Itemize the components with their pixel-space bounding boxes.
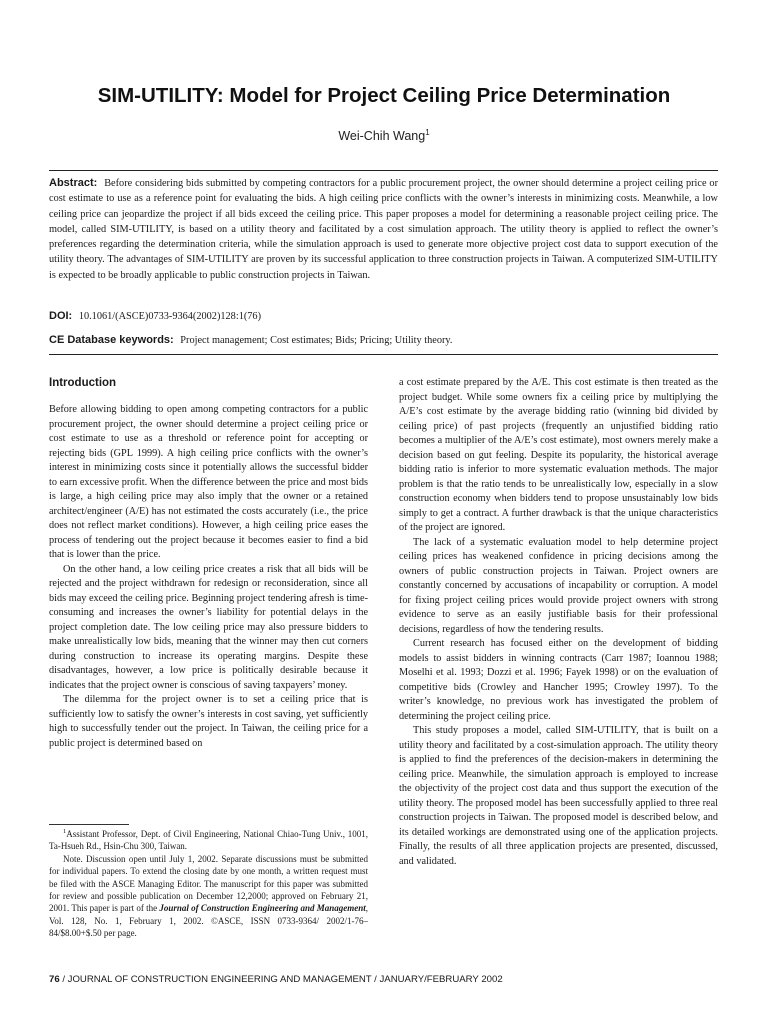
author-name: Wei-Chih Wang	[338, 129, 426, 144]
footnote-rule	[49, 824, 129, 825]
keywords-value: Project management; Cost estimates; Bids; Pricing; Utility theory.	[180, 335, 453, 346]
intro-paragraph-6: Current research has focused either on the development of bidding models to assist bidders in winning contracts (Carr 1987; Ioannou 1988; Moselhi et al. 1993; Dozzi et al. 1996; Fayek 1998) or on the evaluation of competitive bids (Crowley and Hancher 1995; Crowley 1997). To the writer’s knowledge, no previous work has investigated the problem of determining the project ceiling price.	[399, 638, 718, 722]
keywords-label: CE Database keywords:	[49, 334, 174, 346]
author-line	[0, 128, 768, 143]
page-number: 76	[49, 974, 60, 985]
left-column	[49, 376, 368, 751]
abstract-text: Before considering bids submitted by competing contractors for a public procurement project, the owner should determine a project ceiling price or cost estimate to use as a reference point for evaluating the bids. A high ceiling price conflicts with the owner’s interests in minimizing costs. Meanwhile, a low ceiling price can jeopardize the project if all bids exceed the ceiling price. This paper proposes a model for determining a reasonable project ceiling price. The model, called SIM-UTILITY, is based on a utility theory and facilitated by a cost simulation approach. The utility theory is applied to reflect the owner’s preferences regarding the determination criteria, while the simulation approach is used to generate more objective project cost data to support execution of the utility theory. The advantages of SIM-UTILITY are proven by its successful application to three construction projects in Taiwan. A computerized SIM-UTILITY is expected to be broadly applicable to public construction projects in Taiwan.	[49, 178, 718, 281]
intro-paragraph-5: The lack of a systematic evaluation model to help determine project ceiling prices has weakened confidence in pricing decisions among the owners of public construction projects in Taiwan. Project owners are constantly concerned by accusations of incapability or corruption. A model for fixing project ceiling prices would provide project owners with strong evidence to serve as an easily justifiable basis for their professional decisions, regardless of how the tendering results.	[399, 536, 718, 635]
footnotes	[49, 826, 368, 940]
intro-paragraph-2: On the other hand, a low ceiling price creates a risk that all bids will be rejected and the project withdrawn for redesign or reconsideration, since all bids may exceed the ceiling price. Beginning project tendering afresh is time-consuming and increases the owner’s liability for potential delays in the project completion date. The low ceiling price may also pressure bidders to make unrealistically low bids, meaning that the winner may then cut corners during construction to increase its operating margins. Despite these disadvantages, however, a low price is politically desirable because it indicates that the project owner is conscious of saving taxpayers’ money.	[49, 563, 368, 691]
affiliation-footnote-text: Assistant Professor, Dept. of Civil Engineering, National Chiao-Tung Univ., 1001, Ta-Hsueh Rd., Hsin-Chu 300, Taiwan.	[49, 829, 368, 852]
abstract-bottom-rule	[49, 354, 718, 355]
running-footer-text: / JOURNAL OF CONSTRUCTION ENGINEERING AND MANAGEMENT / JANUARY/FEBRUARY 2002	[59, 974, 503, 985]
author-affiliation-mark: 1	[425, 128, 430, 137]
abstract-label: Abstract:	[49, 177, 98, 189]
intro-paragraph-3: The dilemma for the project owner is to set a ceiling price that is sufficiently low to satisfy the owner’s interests in cost saving, yet sufficiently high to successfully tender out the project. In Taiwan, the ceiling price for a public project is determined based on	[49, 694, 368, 749]
right-column	[399, 376, 718, 869]
introduction-heading: Introduction	[49, 377, 117, 389]
affiliation-footnote-mark: 1	[63, 828, 67, 835]
header-rule	[49, 170, 718, 171]
affiliation-footnote	[49, 826, 368, 853]
discussion-note-tail: , Vol. 128, No. 1, February 1, 2002. ©ASCE, ISSN 0733-9364/ 2002/1-76–84/$8.00+$.50 per page.	[49, 903, 368, 939]
journal-name: Journal of Construction Engineering and Management	[159, 903, 366, 914]
abstract	[49, 176, 718, 283]
doi-line	[49, 310, 718, 322]
intro-paragraph-1: Before allowing bidding to open among competing contractors for a public procurement project, the owner should determine a project ceiling price or cost estimate to use as a threshold or reference point for accepting or rejecting bids (GPL 1999). A high ceiling price conflicts with the owner’s interest in minimizing costs since it potentially allows the successful bidder to earn excessive profit. When the difference between the price and most bids is large, a high ceiling price may also imply that the owner or a retained architect/engineer (A/E) has not estimated the costs accurately (i.e., the price does not reflect market conditions). However, a high ceiling price eases the process of tendering out the project because it becomes easier to find a bid that is lower than the price.	[49, 404, 368, 560]
discussion-note	[49, 853, 368, 940]
intro-paragraph-7: This study proposes a model, called SIM-UTILITY, that is built on a utility theory and facilitated by a cost-simulation approach. The utility theory is applied to find the preferences of the decision-makers in determining the ceiling price. Meanwhile, the simulation approach is employed to increase the objectivity of the project cost data and thus support the execution of the utility theory. The proposed model has been successfully applied to three real construction projects in Taiwan. The proposed model is described below, and its detailed workings are demonstrated using one of the application projects. Finally, the results of all three application projects are presented, discussed, and validated.	[399, 725, 718, 867]
intro-paragraph-4: a cost estimate prepared by the A/E. This cost estimate is then treated as the project budget. While some owners fix a ceiling price by multiplying the A/E’s cost estimate by the average bidding ratio (winning bid divided by ceiling price) of past projects (frequently an unjustified bidding ratio becomes a multiplier of the A/E’s cost estimate), most owners merely make a decision based on gut feeling. Despite its popularity, the historical average bidding ratio is inferior to more systematic evaluation methods. The major problem is that the ratio tends to be unrealistically low, especially in a slow construction economy when bidders tend to propose unsustainably low bids simply to get a contract. A further drawback is that the unique characteristics of the project are ignored.	[399, 377, 718, 533]
paper-title: SIM-UTILITY: Model for Project Ceiling Price Determination	[97, 84, 671, 107]
discussion-note-text: Note. Discussion open until July 1, 2002. Separate discussions must be submitted for individual papers. To extend the closing date by one month, a written request must be filed with the ASCE Managing Editor. The manuscript for this paper was submitted for review and possible publication on December 12,2000; approved on February 21, 2001. This paper is part of the	[49, 853, 368, 914]
doi-label: DOI:	[49, 310, 73, 322]
doi-value: 10.1061/(ASCE)0733-9364(2002)128:1(76)	[78, 311, 261, 322]
page-footer	[49, 974, 503, 985]
keywords-line	[49, 334, 718, 346]
